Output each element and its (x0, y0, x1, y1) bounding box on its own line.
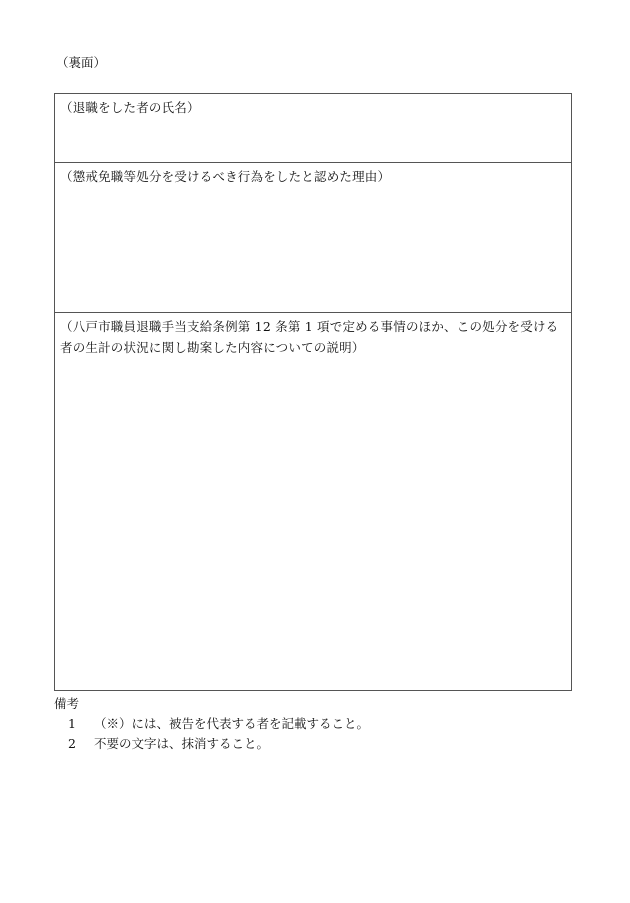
remark-text: （※）には、被告を代表する者を記載すること。 (94, 716, 370, 731)
livelihood-explanation-section (55, 313, 571, 690)
disciplinary-reason-label: （懲戒免職等処分を受けるべき行為をしたと認めた理由） (60, 169, 391, 184)
page-heading: （裏面） (56, 55, 107, 70)
form-table (54, 93, 572, 691)
remarks-title: 備考 (54, 696, 80, 711)
retiree-name-label: （退職をした者の氏名） (60, 100, 200, 115)
remark-item (54, 714, 574, 734)
disciplinary-reason-section (55, 163, 571, 313)
remarks (54, 694, 574, 754)
remark-text: 不要の文字は、抹消すること。 (94, 736, 270, 751)
retiree-name-section (55, 94, 571, 163)
remark-number: 2 (68, 736, 76, 751)
remark-number: 1 (68, 716, 76, 731)
livelihood-explanation-label: （八戸市職員退職手当支給条例第 12 条第 1 項で定める事情のほか、この処分を受ける者の生計の状況に関し勘案した内容についての説明） (60, 319, 559, 355)
remark-item (54, 734, 574, 754)
